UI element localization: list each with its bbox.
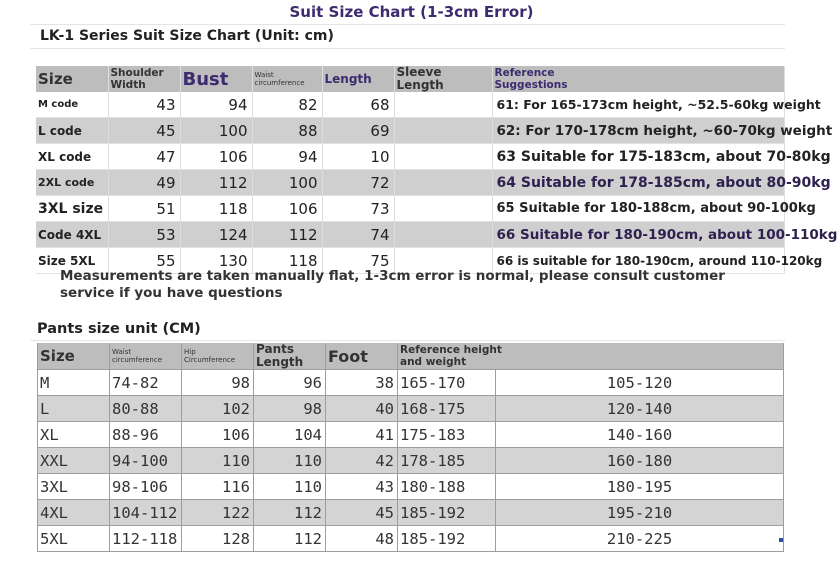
size-cell: 2XL code: [36, 170, 108, 196]
col-header-hip: Hip Circumference: [182, 343, 254, 370]
shoulder-cell: 45: [108, 118, 180, 144]
size-cell: XL: [38, 422, 110, 448]
size-cell: L: [38, 396, 110, 422]
col-header-length: Length: [322, 66, 394, 92]
foot-cell: 43: [326, 474, 398, 500]
height-cell: 185-192: [398, 526, 496, 552]
length-cell: 112: [254, 526, 326, 552]
table-row: [38, 474, 784, 500]
hip-cell: 102: [182, 396, 254, 422]
waist-cell: 80-88: [110, 396, 182, 422]
table-row: [36, 222, 784, 248]
waist-cell: 82: [252, 92, 322, 118]
pants-size-table: [37, 343, 784, 552]
length-cell: 74: [322, 222, 394, 248]
size-cell: XL code: [36, 144, 108, 170]
foot-cell: 40: [326, 396, 398, 422]
size-cell: XXL: [38, 448, 110, 474]
size-cell: M: [38, 370, 110, 396]
hip-cell: 116: [182, 474, 254, 500]
bust-cell: 106: [180, 144, 252, 170]
height-cell: 185-192: [398, 500, 496, 526]
col-header-waist: Waist circumference: [110, 343, 182, 370]
reference-cell: 66 Suitable for 180-190cm, about 100-110kg: [492, 222, 784, 248]
bust-cell: 124: [180, 222, 252, 248]
table-row: [36, 118, 784, 144]
size-cell: Code 4XL: [36, 222, 108, 248]
sleeve-cell: [394, 144, 492, 170]
shoulder-cell: 51: [108, 196, 180, 222]
col-header-reference: Reference Suggestions: [492, 66, 784, 92]
weight-cell: 120-140: [496, 396, 784, 422]
table-row: [38, 500, 784, 526]
foot-cell: 48: [326, 526, 398, 552]
waist-cell: 94: [252, 144, 322, 170]
col-header-bust: Bust: [180, 66, 252, 92]
sleeve-cell: [394, 170, 492, 196]
size-cell: 3XL size: [36, 196, 108, 222]
col-header-size: Size: [38, 343, 110, 370]
size-cell: M code: [36, 92, 108, 118]
length-cell: 69: [322, 118, 394, 144]
weight-cell: 180-195: [496, 474, 784, 500]
corner-mark: [779, 538, 783, 542]
length-cell: 110: [254, 448, 326, 474]
length-cell: 75: [322, 248, 394, 274]
divider: [30, 340, 785, 341]
reference-cell: 62: For 170-178cm height, ~60-70kg weight: [492, 118, 784, 144]
hip-cell: 122: [182, 500, 254, 526]
bust-cell: 130: [180, 248, 252, 274]
table-row: [36, 196, 784, 222]
pants-chart-title: Pants size unit (CM): [37, 321, 201, 337]
pants-header-row: [38, 343, 784, 370]
table-row: [36, 170, 784, 196]
suit-header-row: [36, 66, 784, 92]
waist-cell: 118: [252, 248, 322, 274]
shoulder-cell: 55: [108, 248, 180, 274]
hip-cell: 128: [182, 526, 254, 552]
table-row: [36, 92, 784, 118]
length-cell: 73: [322, 196, 394, 222]
col-header-waist: Waist circumference: [252, 66, 322, 92]
col-header-reference: Reference height and weight: [398, 343, 784, 370]
length-cell: 110: [254, 474, 326, 500]
waist-cell: 100: [252, 170, 322, 196]
weight-cell: 160-180: [496, 448, 784, 474]
col-header-pants-length: Pants Length: [254, 343, 326, 370]
page-title: Suit Size Chart (1-3cm Error): [289, 3, 534, 21]
weight-cell: 195-210: [496, 500, 784, 526]
sleeve-cell: [394, 118, 492, 144]
waist-cell: 88-96: [110, 422, 182, 448]
waist-cell: 112: [252, 222, 322, 248]
reference-cell: 64 Suitable for 178-185cm, about 80-90kg: [492, 170, 784, 196]
size-cell: L code: [36, 118, 108, 144]
bust-cell: 112: [180, 170, 252, 196]
shoulder-cell: 49: [108, 170, 180, 196]
length-cell: 104: [254, 422, 326, 448]
table-row: [38, 370, 784, 396]
reference-cell: 65 Suitable for 180-188cm, about 90-100kg: [492, 196, 784, 222]
table-row: [38, 526, 784, 552]
waist-cell: 104-112: [110, 500, 182, 526]
shoulder-cell: 43: [108, 92, 180, 118]
sleeve-cell: [394, 196, 492, 222]
waist-cell: 74-82: [110, 370, 182, 396]
reference-cell: 63 Suitable for 175-183cm, about 70-80kg: [492, 144, 784, 170]
weight-cell: 210-225: [496, 526, 784, 552]
shoulder-cell: 53: [108, 222, 180, 248]
height-cell: 178-185: [398, 448, 496, 474]
hip-cell: 98: [182, 370, 254, 396]
col-header-foot: Foot: [326, 343, 398, 370]
table-row: [38, 448, 784, 474]
length-cell: 98: [254, 396, 326, 422]
length-cell: 10: [322, 144, 394, 170]
waist-cell: 94-100: [110, 448, 182, 474]
foot-cell: 38: [326, 370, 398, 396]
size-cell: 3XL: [38, 474, 110, 500]
divider: [30, 24, 785, 25]
waist-cell: 88: [252, 118, 322, 144]
foot-cell: 41: [326, 422, 398, 448]
table-row: [38, 396, 784, 422]
reference-cell: 66 is suitable for 180-190cm, around 110-120kg: [492, 248, 784, 274]
reference-cell: 61: For 165-173cm height, ~52.5-60kg weight: [492, 92, 784, 118]
size-cell: 4XL: [38, 500, 110, 526]
hip-cell: 106: [182, 422, 254, 448]
length-cell: 112: [254, 500, 326, 526]
sleeve-cell: [394, 222, 492, 248]
weight-cell: 140-160: [496, 422, 784, 448]
col-header-sleeve: Sleeve Length: [394, 66, 492, 92]
shoulder-cell: 47: [108, 144, 180, 170]
measurement-note: Measurements are taken manually flat, 1-3cm error is normal, please consult customer service if you have questions: [60, 268, 725, 301]
height-cell: 180-188: [398, 474, 496, 500]
bust-cell: 94: [180, 92, 252, 118]
divider: [30, 48, 785, 49]
foot-cell: 45: [326, 500, 398, 526]
bust-cell: 118: [180, 196, 252, 222]
waist-cell: 106: [252, 196, 322, 222]
table-row: [36, 144, 784, 170]
height-cell: 175-183: [398, 422, 496, 448]
length-cell: 96: [254, 370, 326, 396]
bust-cell: 100: [180, 118, 252, 144]
sleeve-cell: [394, 92, 492, 118]
length-cell: 72: [322, 170, 394, 196]
table-row: [38, 422, 784, 448]
col-header-shoulder: Shoulder Width: [108, 66, 180, 92]
height-cell: 165-170: [398, 370, 496, 396]
size-cell: 5XL: [38, 526, 110, 552]
foot-cell: 42: [326, 448, 398, 474]
length-cell: 68: [322, 92, 394, 118]
waist-cell: 112-118: [110, 526, 182, 552]
height-cell: 168-175: [398, 396, 496, 422]
hip-cell: 110: [182, 448, 254, 474]
waist-cell: 98-106: [110, 474, 182, 500]
weight-cell: 105-120: [496, 370, 784, 396]
col-header-size: Size: [36, 66, 108, 92]
suit-size-table: [36, 65, 837, 274]
suit-chart-subtitle: LK-1 Series Suit Size Chart (Unit: cm): [40, 28, 334, 44]
size-cell: Size 5XL: [36, 248, 108, 274]
